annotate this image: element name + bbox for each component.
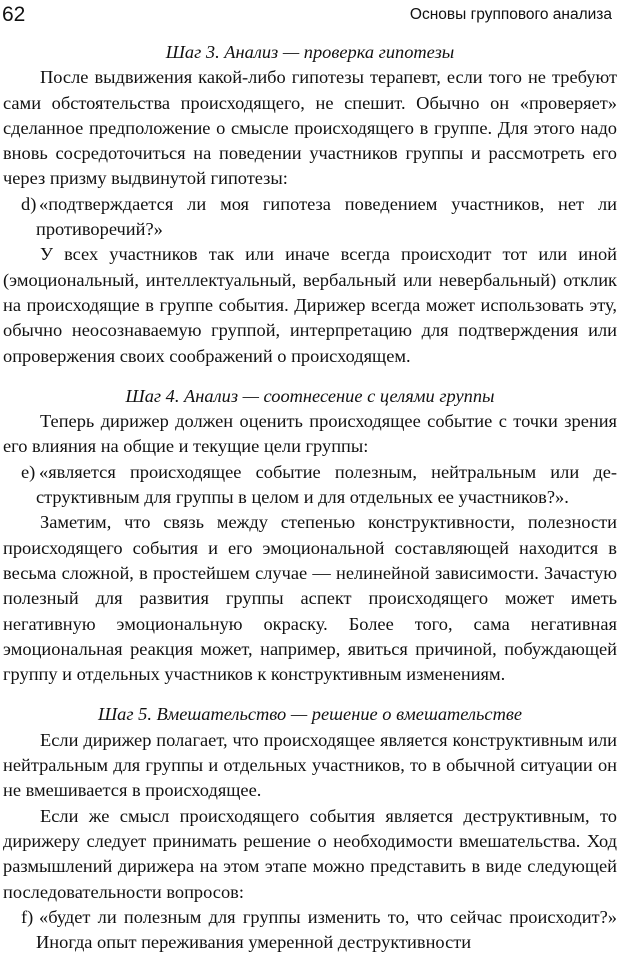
page-body [3, 40, 617, 955]
list-marker: d) [21, 193, 37, 214]
list-item-text: «будет ли полезным для группы изменить то, что сейчас происходит?» Иногда опыт переживания умеренной деструктивности [36, 906, 617, 953]
running-head: Основы группового анализа [409, 6, 612, 23]
list-item-f [3, 905, 617, 956]
list-item-text: «является происходящее событие полезным, нейтральным или деструктивным для группы в целом и для отдельных ее участников?». [36, 461, 617, 508]
list-marker: f) [21, 906, 34, 927]
paragraph: Заметим, что связь между степенью конструктивности, полезности происходящего события и его эмоциональной составляющей находится в весьма сложной, в простейшем случае — нелинейной зависимости. Зачастую полезный для развития группы аспект происходящего может иметь негативную эмоциональную окраску. Более того, сама негативная эмоциональная реакция может, например, явиться причиной, побуждающей группу и отдельных участников к конструктивным изменениям. [3, 512, 617, 685]
list-item-text: «подтверждается ли моя гипотеза поведением участников, нет ли противоречий?» [36, 193, 617, 240]
paragraph: У всех участников так или иначе всегда происходит тот или иной (эмоциональный, интеллектуальный, вербальный или невербальный) отклик на происходящие в группе события. Дирижер всегда может использовать эту, обычно неосознаваемую группой, интерпретацию для подтверждения или опровержения своих соображений о происходящем. [3, 244, 617, 366]
paragraph: Теперь дирижер должен оценить происходящее событие с точки зрения его влияния на общие и текущие цели группы: [3, 411, 617, 457]
section-heading-step-3: Шаг 3. Анализ — проверка гипотезы [165, 42, 455, 62]
section-heading-step-5: Шаг 5. Вмешательство — решение о вмешательстве [97, 704, 522, 725]
page-number: 62 [2, 3, 26, 26]
paragraph: После выдвижения какой-либо гипотезы терапевт, если того не требуют сами обстоятельства происходящего, не спешит. Обычно он «проверяет» сделанное предположение о смысле происходящего в группе. Для этого надо вновь сосредоточиться на поведении участников группы и рассмотреть его через призму выдвинутой гипотезы: [3, 67, 617, 189]
list-item-d [3, 192, 617, 243]
list-marker: e) [21, 461, 36, 482]
paragraph: Если же смысл происходящего события является деструктивным, то дирижеру следует принимать решение о необходимости вмешательства. Ход размышлений дирижера на этом этапе можно представить в виде следующей последовательности вопросов: [3, 805, 617, 902]
section-heading-step-4: Шаг 4. Анализ — соотнесение с целями группы [125, 385, 495, 406]
paragraph: Если дирижер полагает, что происходящее является конструктивным или нейтральным для группы и отдельных участников, то в обычной ситуации он не вмешивается в происходящее. [3, 729, 617, 801]
page-header [2, 2, 612, 28]
list-item-e [3, 460, 617, 511]
